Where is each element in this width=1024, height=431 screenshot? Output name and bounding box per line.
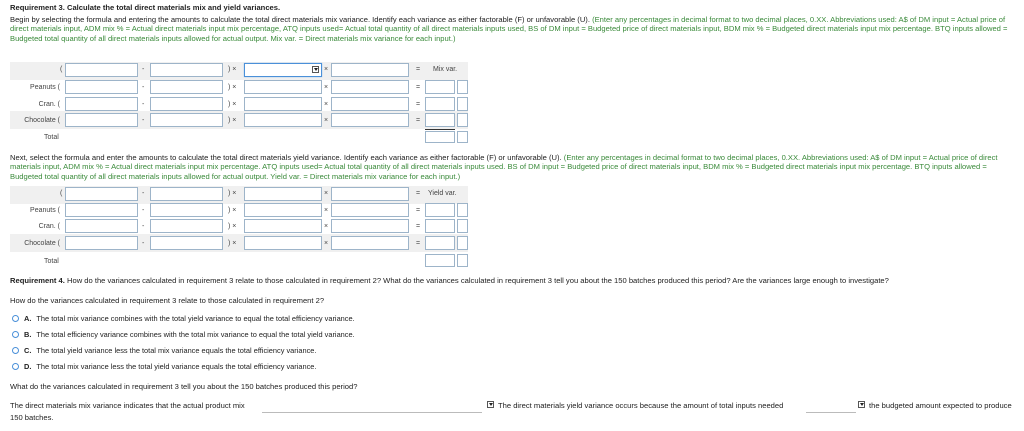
mix-peanuts-close-times: ) × bbox=[228, 84, 237, 91]
mix-total-label: Total bbox=[44, 134, 59, 141]
yield-cran-minus: - bbox=[142, 223, 145, 230]
option-d-text: The total mix variance less the total yield variance equals the total efficiency variance. bbox=[36, 362, 317, 371]
option-c-text: The total yield variance less the total mix variance equals the total efficiency variance. bbox=[36, 346, 317, 355]
req3-intro: Begin by selecting the formula and entering the amounts to calculate the total direct materials mix variance. Identify each variance as either factorable (F) or unfavorable (U). bbox=[10, 15, 590, 24]
mix-formula-field-3[interactable] bbox=[331, 63, 409, 77]
yield-cran-close-times: ) × bbox=[228, 223, 237, 230]
mix-cran-fu[interactable] bbox=[457, 97, 468, 111]
mix-chocolate-field-4[interactable] bbox=[331, 113, 409, 127]
radio-icon-b[interactable] bbox=[12, 331, 19, 338]
option-a-text: The total mix variance combines with the total yield variance to equal the total efficiency variance. bbox=[36, 314, 355, 323]
mix-row-label-chocolate: Chocolate ( bbox=[24, 117, 60, 124]
yield-chocolate-field-4[interactable] bbox=[331, 236, 409, 250]
mix-cran-close-times: ) × bbox=[228, 101, 237, 108]
option-b-text: The total efficiency variance combines with the total mix variance to equal the total yield variance. bbox=[36, 330, 355, 339]
yield-formula-field-1[interactable] bbox=[65, 187, 138, 201]
yield-close-times: ) × bbox=[228, 190, 237, 197]
mix-chocolate-equals: = bbox=[416, 117, 421, 124]
yield-intro: Next, select the formula and enter the amounts to calculate the total direct materials yield variance. Identify each variance as either factorable (F) or unfavorable (U). bbox=[10, 153, 562, 162]
yield-chocolate-equals: = bbox=[416, 240, 421, 247]
req4-sentence-3: the budgeted amount expected to produce bbox=[869, 401, 1012, 410]
mix-peanuts-field-2[interactable] bbox=[150, 80, 223, 94]
mix-chocolate-times: × bbox=[324, 117, 329, 124]
mix-peanuts-result[interactable] bbox=[425, 80, 455, 94]
yield-instructions bbox=[10, 153, 1020, 181]
mix-minus: - bbox=[142, 66, 145, 73]
mix-formula-field-2[interactable] bbox=[150, 63, 223, 77]
yield-peanuts-field-2[interactable] bbox=[150, 203, 223, 217]
chevron-down-icon[interactable] bbox=[487, 401, 494, 408]
option-a-letter: A. bbox=[24, 314, 32, 323]
mix-peanuts-minus: - bbox=[142, 84, 145, 91]
mix-chocolate-result[interactable] bbox=[425, 113, 455, 127]
yield-chocolate-fu[interactable] bbox=[457, 236, 468, 250]
mix-peanuts-fu[interactable] bbox=[457, 80, 468, 94]
yield-chocolate-result[interactable] bbox=[425, 236, 455, 250]
yield-chocolate-field-3[interactable] bbox=[244, 236, 322, 250]
option-b-letter: B. bbox=[24, 330, 32, 339]
req4-sentence-1: The direct materials mix variance indicates that the actual product mix bbox=[10, 401, 245, 410]
yield-chocolate-times: × bbox=[324, 240, 329, 247]
yield-peanuts-times: × bbox=[324, 207, 329, 214]
req4-option-b[interactable] bbox=[24, 330, 355, 339]
req4-q2: What do the variances calculated in requirement 3 tell you about the 150 batches produced this period? bbox=[10, 382, 358, 391]
req4-question-line bbox=[10, 276, 889, 285]
mix-equals: = bbox=[416, 66, 421, 73]
radio-icon-a[interactable] bbox=[12, 315, 19, 322]
mix-cran-field-4[interactable] bbox=[331, 97, 409, 111]
req4-option-d[interactable] bbox=[24, 362, 316, 371]
yield-row-label-cran: Cran. ( bbox=[38, 223, 60, 230]
mix-chocolate-fu[interactable] bbox=[457, 113, 468, 127]
yield-total-result[interactable] bbox=[425, 254, 455, 267]
yield-times: × bbox=[324, 190, 329, 197]
yield-cran-field-2[interactable] bbox=[150, 219, 223, 233]
option-d-letter: D. bbox=[24, 362, 32, 371]
mix-cran-field-3[interactable] bbox=[244, 97, 322, 111]
yield-peanuts-close-times: ) × bbox=[228, 207, 237, 214]
yield-chocolate-minus: - bbox=[142, 240, 145, 247]
req3-title: Requirement 3. Calculate the total direct materials mix and yield variances. bbox=[10, 3, 281, 12]
mix-total-fu[interactable] bbox=[457, 131, 468, 143]
mix-indicates-select[interactable] bbox=[262, 412, 482, 413]
yield-cran-field-1[interactable] bbox=[65, 219, 138, 233]
yield-total-label: Total bbox=[44, 258, 59, 265]
req4-option-c[interactable] bbox=[24, 346, 316, 355]
mix-times: × bbox=[324, 66, 329, 73]
yield-cran-field-4[interactable] bbox=[331, 219, 409, 233]
yield-formula-field-4[interactable] bbox=[331, 187, 409, 201]
mix-open-paren: ( bbox=[60, 66, 63, 73]
chevron-down-icon[interactable] bbox=[858, 401, 865, 408]
mix-close-times: ) × bbox=[228, 66, 237, 73]
mix-cran-times: × bbox=[324, 101, 329, 108]
mix-formula-field-1[interactable] bbox=[65, 63, 138, 77]
mix-chocolate-close-times: ) × bbox=[228, 117, 237, 124]
mix-peanuts-field-4[interactable] bbox=[331, 80, 409, 94]
req4-q1: How do the variances calculated in requirement 3 relate to those calculated in requirement 2? bbox=[10, 296, 325, 305]
mix-cran-minus: - bbox=[142, 101, 145, 108]
req4-title: Requirement 4. bbox=[10, 276, 65, 285]
req4-sentence-2: The direct materials yield variance occurs because the amount of total inputs needed bbox=[498, 401, 784, 410]
req4-question: How do the variances calculated in requirement 3 relate to those calculated in requirement 2? What do the variances calculated in requirement 3 tell you about the 150 batches produced this period? Are the variances large enough to investigate? bbox=[66, 276, 889, 285]
mix-formula-select[interactable] bbox=[244, 63, 322, 77]
radio-icon-d[interactable] bbox=[12, 363, 19, 370]
yield-peanuts-field-3[interactable] bbox=[244, 203, 322, 217]
yield-peanuts-fu[interactable] bbox=[457, 203, 468, 217]
mix-total-result[interactable] bbox=[425, 131, 455, 143]
yield-chocolate-close-times: ) × bbox=[228, 240, 237, 247]
mix-row-label-peanuts: Peanuts ( bbox=[30, 84, 60, 91]
mix-chocolate-field-1[interactable] bbox=[65, 113, 138, 127]
mix-chocolate-minus: - bbox=[142, 117, 145, 124]
req4-sentence-4: 150 batches. bbox=[10, 413, 54, 422]
mix-var-header: Mix var. bbox=[433, 66, 458, 73]
yield-minus: - bbox=[142, 190, 145, 197]
yield-open-paren: ( bbox=[60, 190, 63, 197]
req4-option-a[interactable] bbox=[24, 314, 355, 323]
radio-icon-c[interactable] bbox=[12, 347, 19, 354]
yield-equals: = bbox=[416, 190, 421, 197]
yield-var-header: Yield var. bbox=[428, 190, 457, 197]
yield-formula-field-2[interactable] bbox=[150, 187, 223, 201]
mix-cran-field-2[interactable] bbox=[150, 97, 223, 111]
req3-abbreviations: (Enter any percentages in decimal format to two decimal places, 0.XX. Abbreviations used: A$ of DM input = Actual price of direct materials input, ADM mix % = Actual direct materials input mix percentage, ATQ inputs used= Actual total quantity of all direct materials inputs used, BS of DM input = Budgeted price of direct materials input, BDM mix % = Budgeted direct materials input mix percentage. BTQ inputs allowed = Budgeted total quantity of all direct materials inputs allowed for actual output. Mix var. = Direct materials mix variance for each input.) bbox=[10, 15, 1008, 43]
yield-cran-fu[interactable] bbox=[457, 219, 468, 233]
mix-peanuts-equals: = bbox=[416, 84, 421, 91]
mix-cran-field-1[interactable] bbox=[65, 97, 138, 111]
mix-peanuts-field-1[interactable] bbox=[65, 80, 138, 94]
mix-peanuts-times: × bbox=[324, 84, 329, 91]
mix-chocolate-field-3[interactable] bbox=[244, 113, 322, 127]
yield-row-label-chocolate: Chocolate ( bbox=[24, 240, 60, 247]
yield-peanuts-field-4[interactable] bbox=[331, 203, 409, 217]
yield-peanuts-minus: - bbox=[142, 207, 145, 214]
chevron-down-icon[interactable] bbox=[312, 66, 319, 73]
mix-row-label-cran: Cran. ( bbox=[38, 101, 60, 108]
yield-cran-result[interactable] bbox=[425, 219, 455, 233]
yield-cran-times: × bbox=[324, 223, 329, 230]
option-c-letter: C. bbox=[24, 346, 32, 355]
yield-row-label-peanuts: Peanuts ( bbox=[30, 207, 60, 214]
yield-chocolate-field-1[interactable] bbox=[65, 236, 138, 250]
yield-peanuts-field-1[interactable] bbox=[65, 203, 138, 217]
mix-cran-result[interactable] bbox=[425, 97, 455, 111]
req3-instructions bbox=[10, 15, 1020, 43]
mix-cran-equals: = bbox=[416, 101, 421, 108]
mix-peanuts-field-3[interactable] bbox=[244, 80, 322, 94]
mix-chocolate-field-2[interactable] bbox=[150, 113, 223, 127]
yield-cran-equals: = bbox=[416, 223, 421, 230]
yield-chocolate-field-2[interactable] bbox=[150, 236, 223, 250]
yield-peanuts-result[interactable] bbox=[425, 203, 455, 217]
yield-occurs-select[interactable] bbox=[806, 412, 856, 413]
yield-cran-field-3[interactable] bbox=[244, 219, 322, 233]
yield-total-fu[interactable] bbox=[457, 254, 468, 267]
yield-formula-field-3[interactable] bbox=[244, 187, 322, 201]
yield-abbreviations: (Enter any percentages in decimal format to two decimal places, 0.XX. Abbreviations used: A$ of DM input = Actual price of direct materials input, ADM mix % = Actual direct materials input mix percentage. ATQ inputs used= Actual total quantity of all direct materials inputs used. BS of DM input = Budgeted price of direct materials input, BDM mix % = Budgeted direct materials input mix percentage. BTQ inputs allowed = Budgeted total quantity of all direct materials inputs allowed for actual output. Yield var. = Direct materials mix variance for each input.) bbox=[10, 153, 998, 181]
yield-peanuts-equals: = bbox=[416, 207, 421, 214]
